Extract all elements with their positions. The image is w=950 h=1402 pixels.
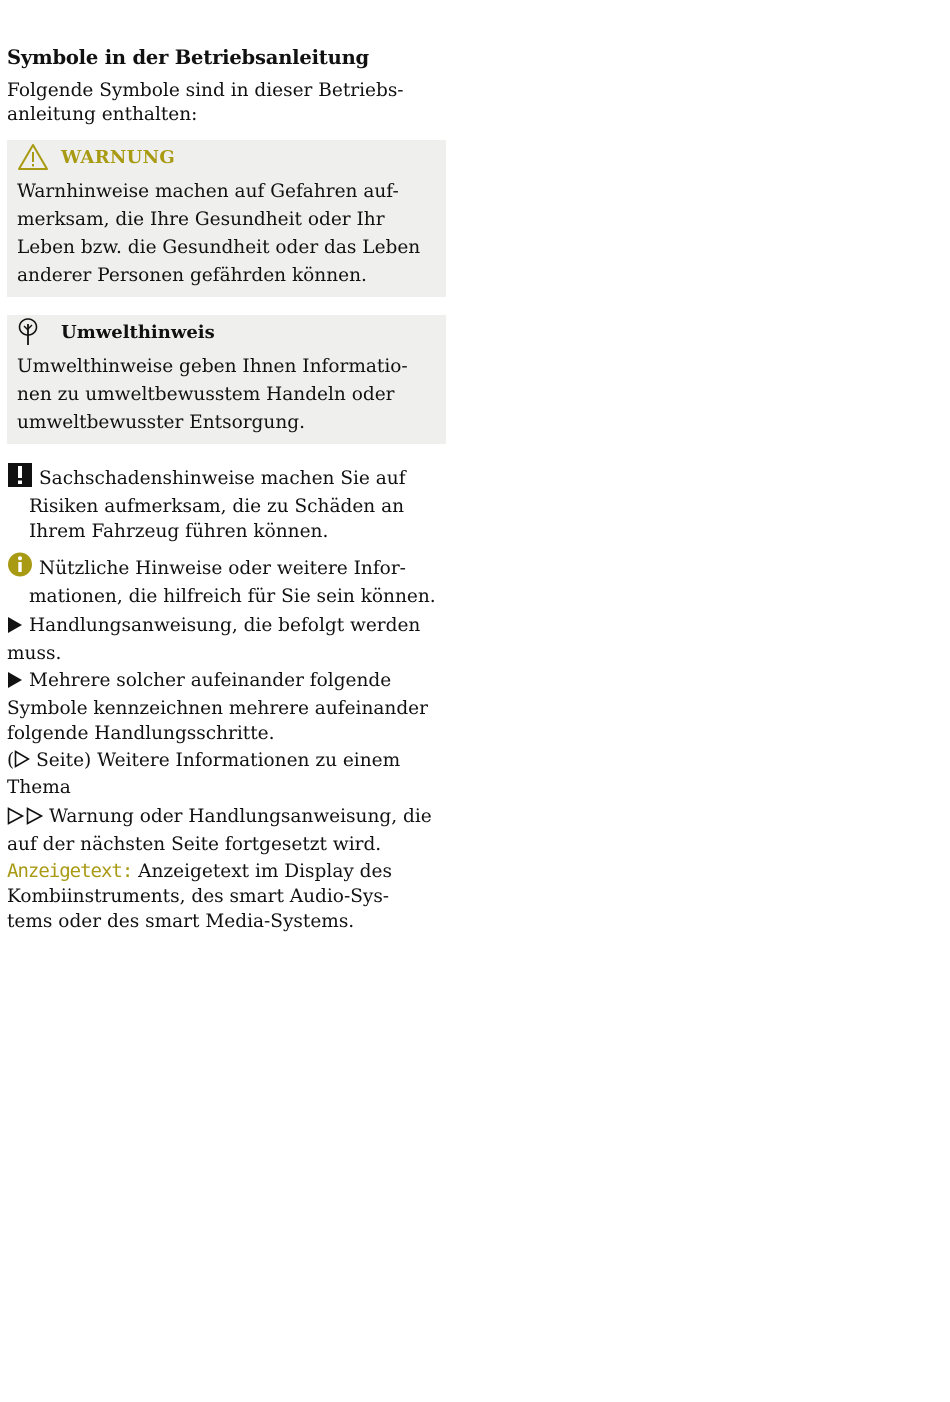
info-note: Nützliche Hinweise oder weitere Infor- mationen, die hilfreich für Sie sein können.	[7, 552, 452, 609]
display-text-note: Anzeigetext: Anzeigetext im Display des Kombiinstruments, des smart Audio-Sys- tems oder des smart Media-Systems.	[7, 860, 392, 932]
section-heading: Symbole in der Betriebsanleitung	[7, 46, 369, 69]
intro-text: Folgende Symbole sind in dieser Betriebs- anleitung enthalten:	[7, 80, 404, 125]
exclamation-box-icon	[7, 463, 33, 494]
damage-note: Sachschadenshinweise machen Sie auf Risiken aufmerksam, die zu Schäden an Ihrem Fahrzeug führen können.	[7, 463, 452, 544]
info-circle-icon	[7, 552, 33, 584]
continued-note: Warnung oder Handlungsanweisung, die auf der nächsten Seite fortgesetzt wird.	[7, 806, 432, 855]
environment-box	[7, 315, 446, 444]
filled-triangle-icon	[7, 616, 23, 641]
outline-triangle-icon	[14, 750, 30, 775]
environment-title: Umwelthinweis	[61, 322, 215, 343]
warning-triangle-icon	[17, 143, 49, 175]
warning-box	[7, 140, 446, 297]
display-text-label: Anzeigetext:	[7, 860, 133, 882]
filled-triangle-icon	[7, 671, 23, 696]
warning-text: Warnhinweise machen auf Gefahren auf- merksam, die Ihre Gesundheit oder Ihr Leben bzw. die Gesundheit oder das Leben anderer Personen gefährden können.	[17, 181, 421, 286]
page-reference-note: ( Seite) Weitere Informationen zu einem Thema	[7, 750, 401, 798]
warning-title: WARNUNG	[61, 147, 176, 168]
tree-icon	[17, 318, 39, 350]
environment-text: Umwelthinweise geben Ihnen Informatio- nen zu umweltbewusstem Handeln oder umweltbewusster Entsorgung.	[17, 356, 408, 433]
step-note: Handlungsanweisung, die befolgt werden muss.	[7, 615, 421, 664]
multistep-note: Mehrere solcher aufeinander folgende Symbole kennzeichnen mehrere aufeinander folgende Handlungsschritte.	[7, 670, 428, 744]
double-outline-triangle-icon	[7, 807, 45, 832]
